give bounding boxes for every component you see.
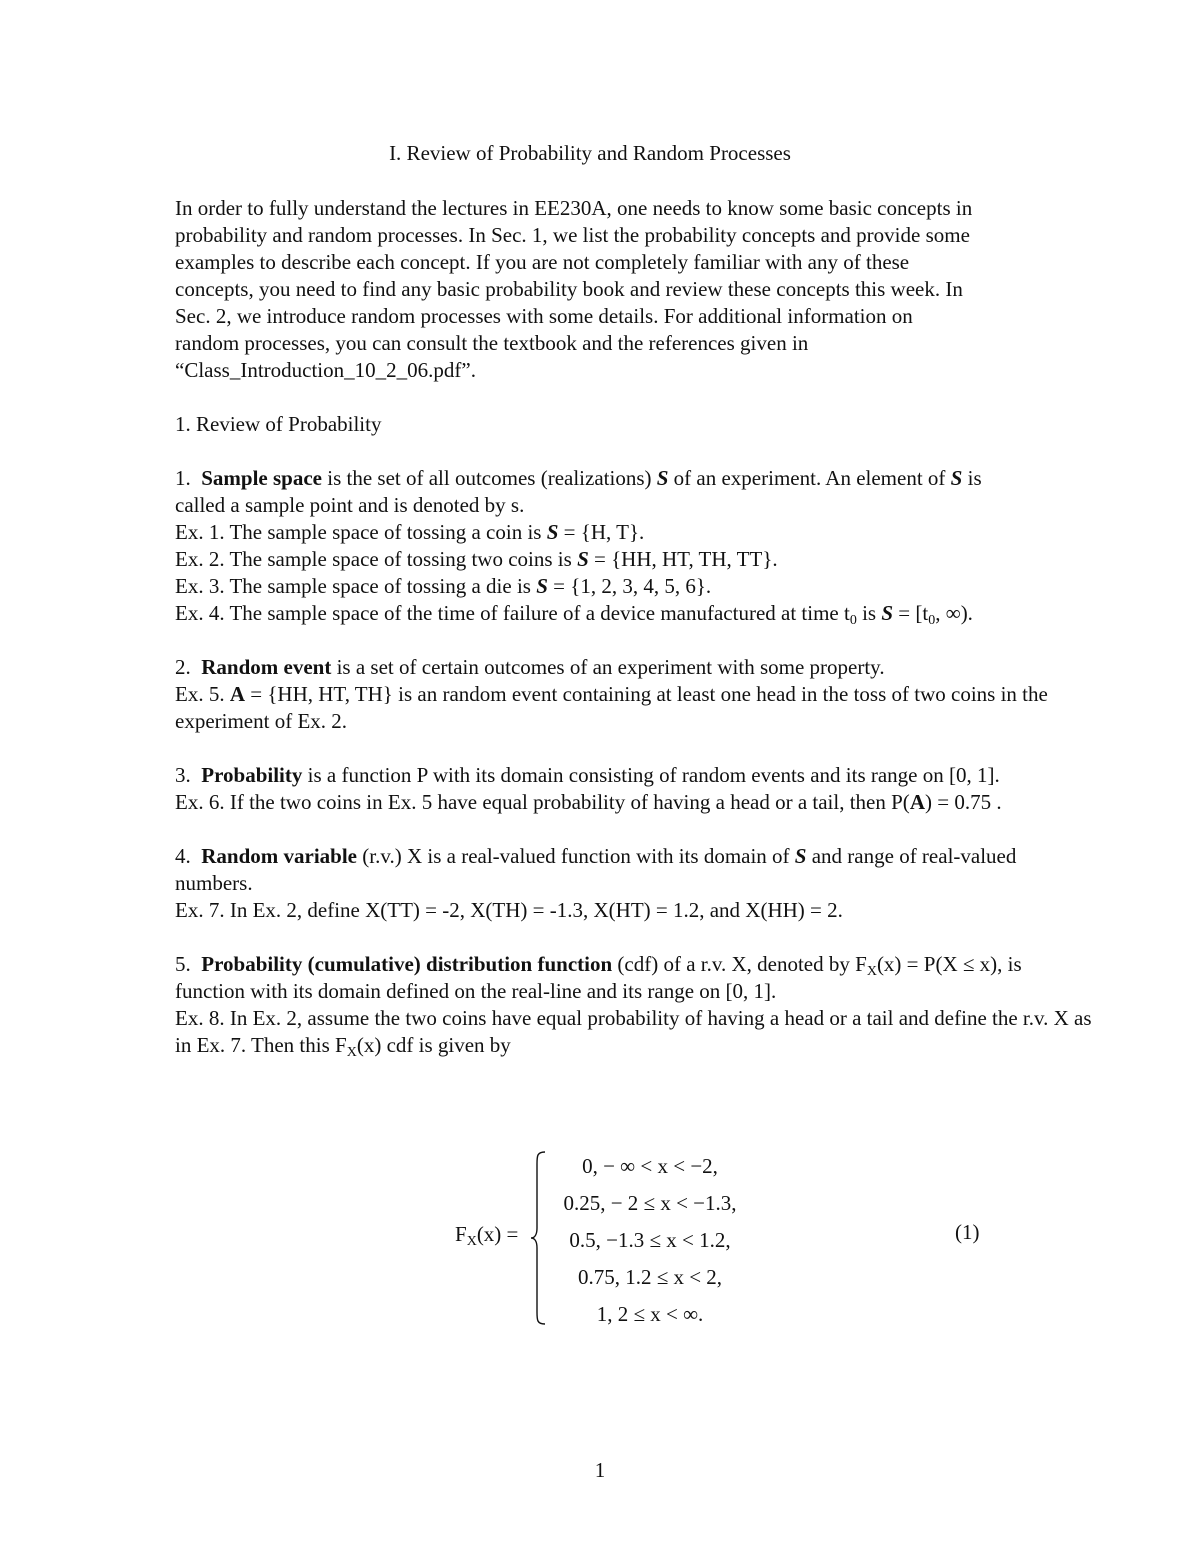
- item-cdf: 5. Probability (cumulative) distribution function (cdf) of a r.v. X, denoted by $F_X(x) = P(X \le x)$, is function with its domain defined on the real-line and its range on [0, 1].: [175, 952, 1022, 1003]
- example-6: Ex. 6. If the two coins in Ex. 5 have equal probability of having a head or a tail, then P(A) = 0.75 .: [175, 790, 1002, 814]
- document-title: I. Review of Probability and Random Processes: [389, 141, 791, 165]
- case-line: 0.75, 1.2 ≤ x < 2,: [577, 1265, 723, 1289]
- item-probability: 3. Probability is a function P with its domain consisting of random events and its range on [0, 1].: [175, 763, 1000, 787]
- example-8: Ex. 8. In Ex. 2, assume the two coins have equal probability of having a head or a tail and define the r.v. X as in Ex. 7. Then this $F_X(x)$ cdf is given by: [175, 1006, 1092, 1060]
- item-sample-space: 1. Sample space is the set of all outcomes (realizations) S of an experiment. An element of S is called a sample point and is denoted by s.: [175, 466, 982, 517]
- section-heading: 1. Review of Probability: [175, 412, 382, 436]
- case-line: 0.25, − 2 ≤ x < −1.3,: [563, 1191, 737, 1215]
- case-line: 0.5, −1.3 ≤ x < 1.2,: [569, 1228, 731, 1252]
- example-7: Ex. 7. In Ex. 2, define X(TT) = -2, X(TH) = -1.3, X(HT) = 1.2, and X(HH) = 2.: [175, 898, 843, 922]
- equation-lhs: $F_X(x)$ =: [455, 1222, 519, 1249]
- page-number: 1: [594, 1458, 606, 1482]
- cdf-equation: [455, 1148, 1015, 1328]
- case-line: 0, − ∞ < x < −2,: [582, 1154, 718, 1178]
- example-1: Ex. 1. The sample space of tossing a coin is S = {H, T}.: [175, 520, 645, 544]
- intro-paragraph: In order to fully understand the lectures in EE230A, one needs to know some basic concepts in probability and random processes. In Sec. 1, we list the probability concepts and provide some examples to describe each concept. If you are not completely familiar with any of these concepts, you need to find any basic probability book and review these concepts this week. In Sec. 2, we introduce random processes with some details. For additional information on random processes, you can consult the textbook and the references given in “Class_Introduction_10_2_06.pdf”.: [175, 196, 973, 382]
- example-2: Ex. 2. The sample space of tossing two coins is S = {HH, HT, TH, TT}.: [175, 547, 778, 571]
- document-body: [175, 140, 1105, 1059]
- example-4: Ex. 4. The sample space of the time of failure of a device manufactured at time $t_0$ is $S = [t_0$, ∞).: [175, 601, 973, 628]
- item-random-variable: 4. Random variable (r.v.) X is a real-valued function with its domain of S and range of real-valued numbers.: [175, 844, 1017, 895]
- example-3: Ex. 3. The sample space of tossing a die is S = {1, 2, 3, 4, 5, 6}.: [175, 574, 712, 598]
- case-line: 1, 2 ≤ x < ∞.: [596, 1302, 704, 1326]
- equation-number: (1): [955, 1220, 980, 1244]
- equation-cases: [545, 1148, 755, 1333]
- example-5: Ex. 5. A = {HH, HT, TH} is an random event containing at least one head in the toss of two coins in the experiment of Ex. 2.: [175, 682, 1048, 733]
- item-random-event: 2. Random event is a set of certain outcomes of an experiment with some property.: [175, 655, 885, 679]
